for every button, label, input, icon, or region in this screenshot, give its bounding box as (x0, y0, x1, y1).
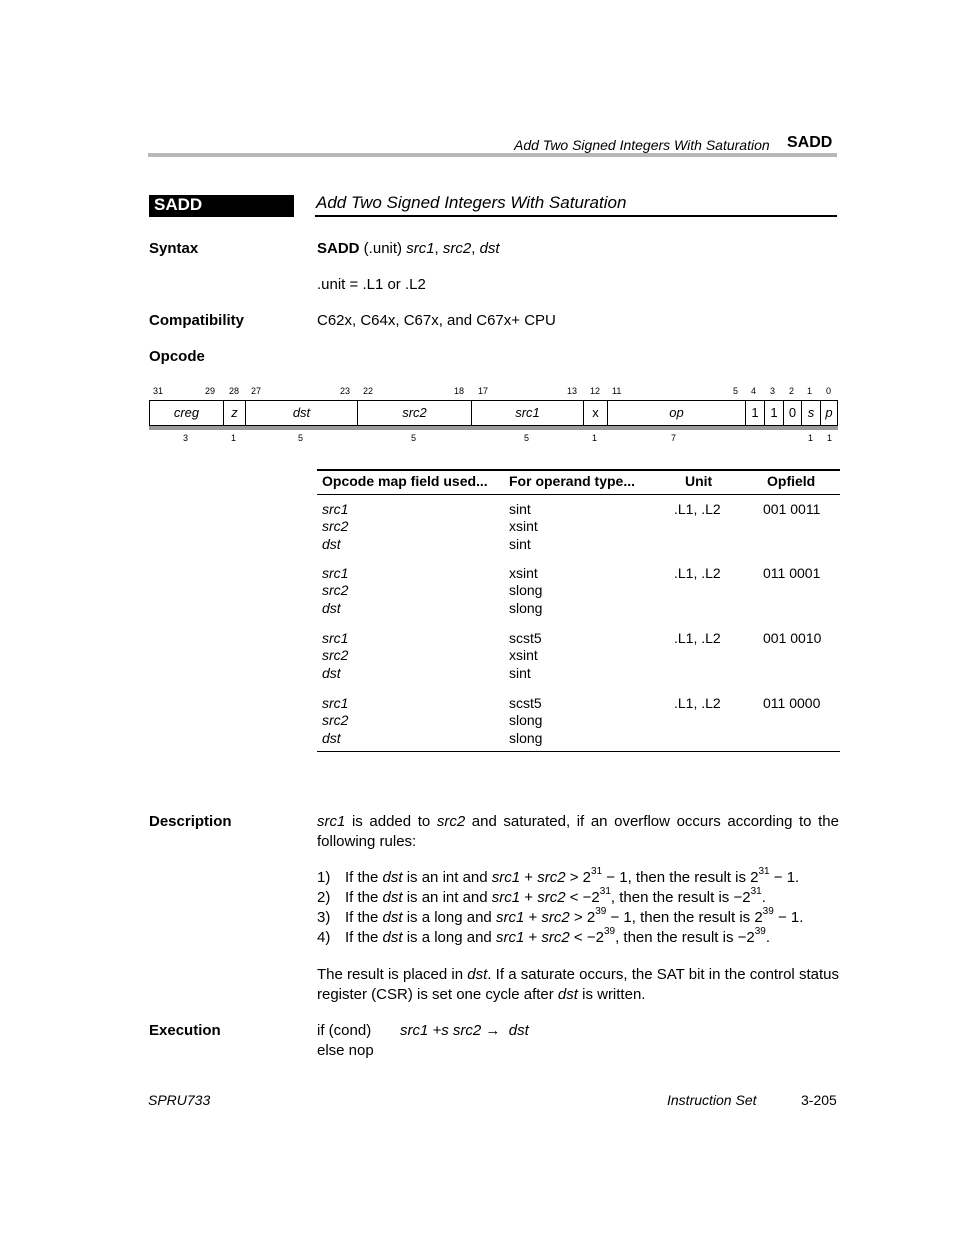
opcode-bit-numbers (149, 386, 838, 398)
rule-part: If the (345, 929, 383, 946)
rule-exponent: 39 (595, 906, 607, 917)
field-width: 5 (298, 433, 304, 443)
unit-cell: .L1, .L2 (674, 565, 721, 581)
operand-type: xsint (509, 518, 538, 535)
running-header-mnemonic: SADD (787, 134, 833, 151)
bit-number: 3 (770, 386, 776, 396)
saturation-rule (317, 888, 839, 908)
execution-expression: src1 +s src2 → dst (400, 1022, 529, 1039)
operand-type: sint (509, 535, 531, 552)
rule-part: − 1. (769, 869, 800, 886)
instruction-title: Add Two Signed Integers With Saturation (316, 193, 627, 212)
opcode-field-op: op (608, 401, 746, 425)
rule-part: , then the result is −2 (610, 889, 751, 906)
opcode-map-fields (322, 501, 348, 553)
rule-term: src2 (541, 929, 570, 946)
rule-term: dst (382, 909, 403, 926)
rule-number: 3) (317, 909, 331, 926)
opcode-field-src1: src1 (472, 401, 584, 425)
description-label: Description (149, 813, 232, 830)
rule-part: If the (345, 869, 383, 886)
rule-part: − 1, then the result is 2 (602, 869, 759, 886)
rule-part: , then the result is −2 (615, 929, 755, 946)
rule-text (345, 928, 770, 948)
field-name: src1 (322, 565, 349, 581)
rule-term: src2 (541, 909, 570, 926)
rule-term: src1 (491, 869, 521, 886)
field-width: 7 (671, 433, 677, 443)
rule-part: is a long and (402, 909, 496, 926)
opcode-label: Opcode (149, 348, 205, 365)
desc-text: and saturated, if an overflow occurs according to the following rules: (317, 813, 839, 850)
column-header: Opcode map field used... (322, 473, 488, 489)
syntax-src2: src2 (442, 240, 472, 257)
operand-type: slong (509, 582, 543, 599)
column-header: Unit (685, 473, 713, 489)
operand-type: slong (509, 729, 543, 746)
rule-part: + (520, 869, 538, 886)
execution-else: else nop (317, 1042, 374, 1059)
operand-type: xsint (509, 565, 538, 581)
rule-term: src1 (495, 929, 525, 946)
rule-text (345, 908, 803, 928)
instruction-mnemonic: SADD (154, 195, 203, 214)
field-width: 1 (231, 433, 237, 443)
rule-term: src1 (495, 909, 525, 926)
opcode-field-bit4: 1 (746, 401, 765, 425)
rule-number: 2) (317, 889, 331, 906)
operand-type: sint (509, 501, 531, 517)
desc-text: is added to (345, 813, 437, 830)
syntax-sep: , (471, 240, 480, 257)
bit-number: 0 (826, 386, 832, 396)
field-width: 5 (411, 433, 417, 443)
footer-section: Instruction Set (667, 1092, 757, 1108)
bit-number: 22 (363, 386, 374, 396)
bit-number: 29 (205, 386, 216, 396)
rule-term: src2 (537, 889, 566, 906)
field-name: src2 (322, 647, 349, 664)
table-header (317, 473, 840, 493)
rule-part: + (524, 909, 542, 926)
field-name: dst (322, 599, 341, 616)
unit-cell: .L1, .L2 (674, 630, 721, 646)
rule-part: > 2 (565, 869, 592, 886)
rule-part: + (524, 929, 542, 946)
operand-types (509, 630, 542, 682)
rule-term: src1 (491, 889, 521, 906)
field-width: 1 (808, 433, 814, 443)
opcode-field-x: x (584, 401, 608, 425)
field-width: 5 (524, 433, 530, 443)
description-result-paragraph (317, 965, 839, 1005)
bit-number: 2 (789, 386, 795, 396)
rule-exponent: 31 (750, 886, 762, 897)
table-top-rule (317, 469, 840, 471)
opcode-field-src2: src2 (358, 401, 472, 425)
unit-cell: .L1, .L2 (674, 695, 721, 711)
syntax-sep: , (434, 240, 443, 257)
rule-term: dst (382, 869, 403, 886)
opcode-field-s: s (802, 401, 821, 425)
operand-type: slong (509, 599, 543, 616)
desc-term: dst (467, 966, 488, 983)
desc-term: dst (557, 986, 578, 1003)
column-header: Opfield (767, 473, 816, 489)
rule-exponent: 31 (591, 866, 603, 877)
saturation-rule (317, 928, 839, 948)
rule-part: is a long and (402, 929, 496, 946)
bit-number: 18 (454, 386, 465, 396)
instruction-mnemonic-box (149, 195, 294, 217)
rule-number: 1) (317, 869, 331, 886)
syntax-unit-line: .unit = .L1 or .L2 (317, 276, 426, 293)
rule-term: dst (382, 889, 403, 906)
bit-number: 31 (153, 386, 164, 396)
rule-term: src2 (537, 869, 566, 886)
opcode-map-fields (322, 630, 348, 682)
rule-part: > 2 (569, 909, 596, 926)
running-header-title: Add Two Signed Integers With Saturation (514, 137, 770, 153)
rule-number: 4) (317, 929, 331, 946)
rule-part: < −2 (565, 889, 600, 906)
rule-part: . (761, 889, 766, 906)
syntax-src1: src1 (406, 240, 435, 257)
bit-number: 27 (251, 386, 262, 396)
opcode-field-creg: creg (150, 401, 224, 425)
execution-condition: if (cond) (317, 1022, 372, 1039)
operand-types (509, 565, 542, 617)
opcode-map-fields (322, 565, 348, 617)
field-width: 3 (183, 433, 189, 443)
field-name: src1 (322, 630, 349, 646)
desc-text: The result is placed in (317, 966, 468, 983)
rule-part: is an int and (402, 889, 492, 906)
opfield-cell: 001 0011 (763, 501, 821, 517)
footer-document-id: SPRU733 (148, 1092, 211, 1108)
rule-exponent: 39 (762, 906, 774, 917)
bit-number: 28 (229, 386, 240, 396)
rule-part: − 1. (773, 909, 804, 926)
field-name: src2 (322, 712, 349, 729)
field-name: src2 (322, 582, 349, 599)
operand-types (509, 501, 538, 553)
opcode-field-widths (149, 433, 838, 445)
execution-label: Execution (149, 1022, 221, 1039)
table-bottom-rule (317, 751, 840, 752)
opfield-cell: 011 0000 (763, 695, 821, 711)
field-name: src1 (322, 501, 349, 517)
description-paragraph (317, 812, 839, 852)
bit-number: 23 (340, 386, 351, 396)
desc-text: . If a saturate occurs, the SAT bit in the control status register (CSR) is set one cycle after (317, 966, 839, 1003)
opfield-cell: 001 0010 (763, 630, 822, 646)
syntax-mnemonic: SADD (317, 240, 360, 257)
syntax-line (317, 240, 500, 257)
rule-exponent: 39 (603, 926, 616, 937)
opcode-field-dst: dst (246, 401, 358, 425)
field-name: src1 (322, 695, 349, 711)
bit-number: 5 (733, 386, 739, 396)
bit-number: 4 (751, 386, 757, 396)
field-name: src2 (322, 518, 349, 535)
field-name: dst (322, 664, 341, 681)
field-width: 1 (592, 433, 598, 443)
opcode-field-p: p (825, 405, 833, 420)
bit-number: 12 (590, 386, 601, 396)
operand-type: scst5 (509, 630, 542, 646)
header-rule (148, 153, 837, 157)
field-width: 1 (827, 433, 833, 443)
rule-exponent: 31 (599, 886, 611, 897)
opcode-field-bit3: 1 (765, 401, 784, 425)
rule-part: If the (345, 909, 383, 926)
rule-part: − 1, then the result is 2 (606, 909, 763, 926)
bit-number: 1 (807, 386, 813, 396)
rule-part: + (520, 889, 538, 906)
unit-cell: .L1, .L2 (674, 501, 721, 517)
operand-type: sint (509, 664, 531, 681)
field-name: dst (322, 535, 341, 552)
opcode-field-diagram (149, 400, 838, 426)
rule-term: dst (382, 929, 403, 946)
bit-number: 17 (478, 386, 489, 396)
operand-types (509, 695, 542, 747)
opcode-field-bit2: 0 (784, 401, 802, 425)
operand-type: xsint (509, 647, 538, 664)
bit-number: 13 (567, 386, 578, 396)
opcode-diagram-shadow (149, 426, 838, 430)
rule-part: . (765, 929, 771, 946)
rule-exponent: 39 (754, 926, 766, 937)
rule-text (345, 868, 799, 888)
syntax-label: Syntax (149, 240, 199, 257)
rule-part: is an int and (402, 869, 492, 886)
rule-part: If the (345, 889, 383, 906)
rule-exponent: 31 (758, 866, 770, 877)
rule-part: < −2 (569, 929, 604, 946)
field-name: dst (322, 729, 341, 746)
desc-text: is written. (577, 986, 646, 1003)
compatibility-value: C62x, C64x, C67x, and C67x+ CPU (317, 312, 556, 329)
saturation-rule (317, 868, 839, 888)
table-header-rule (317, 494, 840, 495)
opfield-cell: 011 0001 (763, 565, 821, 581)
operand-type: slong (509, 712, 543, 729)
desc-term: src2 (436, 813, 466, 830)
bit-number: 11 (612, 386, 622, 396)
compatibility-label: Compatibility (149, 312, 245, 329)
rule-text (345, 888, 766, 908)
saturation-rule (317, 908, 839, 928)
column-header: For operand type... (509, 473, 636, 489)
title-rule (315, 215, 837, 217)
opcode-field-z: z (224, 401, 246, 425)
operand-type: scst5 (509, 695, 542, 711)
syntax-unit: (.unit) (359, 240, 407, 257)
opcode-map-fields (322, 695, 348, 747)
footer-page-number: 3-205 (801, 1092, 837, 1108)
syntax-dst: dst (479, 240, 500, 257)
desc-term: src1 (317, 813, 346, 830)
